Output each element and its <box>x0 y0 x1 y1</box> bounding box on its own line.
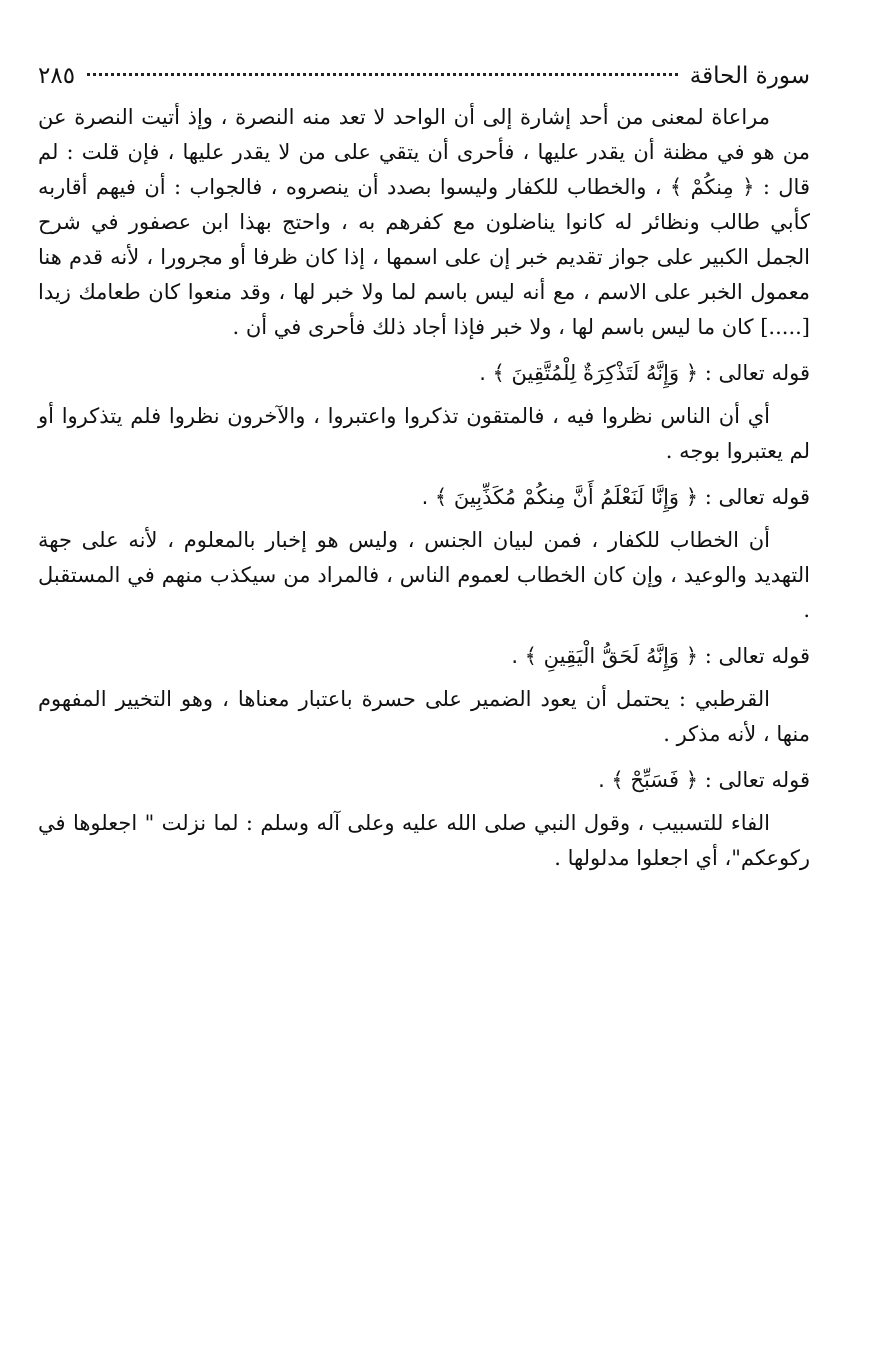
verse-line-3 <box>38 639 810 674</box>
quran-verse: ﴿ وَإِنَّا لَنَعْلَمُ أَنَّ مِنكُمْ مُكَذِّبِينَ ﴾ . <box>421 485 699 509</box>
verse-intro: قوله تعالى : <box>704 768 810 792</box>
verse-intro: قوله تعالى : <box>704 485 810 509</box>
verse-intro: قوله تعالى : <box>704 361 810 385</box>
surah-title: سورة الحاقة <box>689 63 810 89</box>
verse-line-2 <box>38 480 810 515</box>
quran-verse: ﴿ فَسَبِّحْ ﴾ . <box>598 768 699 792</box>
quran-verse: ﴿ وَإِنَّهُ لَحَقُّ الْيَقِينِ ﴾ . <box>511 644 699 668</box>
dotted-leader <box>87 73 678 76</box>
paragraph-3: أن الخطاب للكفار ، فمن لبيان الجنس ، وليس هو إخبار بالمعلوم ، لأنه على جهة التهديد والوعيد ، وإن كان الخطاب لعموم الناس ، فالمراد من سيكذب منهم في المستقبل . <box>38 528 810 622</box>
verse-line-1 <box>38 356 810 391</box>
paragraph-5: الفاء للتسبيب ، وقول النبي صلى الله عليه وعلى آله وسلم : لما نزلت " اجعلوها في ركوعكم"، أي اجعلوا مدلولها . <box>38 811 810 870</box>
verse-line-4 <box>38 763 810 798</box>
paragraph-1: مراعاة لمعنى من أحد إشارة إلى أن الواحد لا تعد منه النصرة ، وإذ أتيت النصرة عن من هو في مظنة أن يقدر عليها ، فأحرى أن يتقي على من لا يقدر عليها ، فإن قلت : لم قال : ﴿ مِنكُمْ ﴾ ، والخطاب للكفار وليسوا بصدد أن ينصروه ، فالجواب : أن فيهم أقاربه كأبي طالب ونظائر له كانوا يناضلون مع كفرهم به ، واحتج بهذا ابن عصفور في شرح الجمل الكبير على جواز تقديم خبر إن على اسمها ، إذا كان ظرفا أو مجرورا ، لأنه قدم هنا معمول الخبر على الاسم ، مع أنه ليس باسم لما ولا خبر لها ، وقد منعوا كان طعامك زيدا [.....] كان ما ليس باسم لها ، ولا خبر فإذا أجاد ذلك فأحرى في أن . <box>38 105 810 339</box>
page-number: ٢٨٥ <box>38 63 76 89</box>
body-text <box>38 100 810 876</box>
paragraph-2: أي أن الناس نظروا فيه ، فالمتقون تذكروا واعتبروا ، والآخرون نظروا فلم يتذكروا أو لم يعتبروا بوجه . <box>38 404 810 463</box>
paragraph-4: القرطبي : يحتمل أن يعود الضمير على حسرة باعتبار معناها ، وهو التخيير المفهوم منها ، لأنه مذكر . <box>38 687 810 746</box>
quran-verse: ﴿ وَإِنَّهُ لَتَذْكِرَةٌ لِلْمُتَّقِينَ ﴾ . <box>479 361 699 385</box>
running-header <box>38 58 810 94</box>
verse-intro: قوله تعالى : <box>704 644 810 668</box>
